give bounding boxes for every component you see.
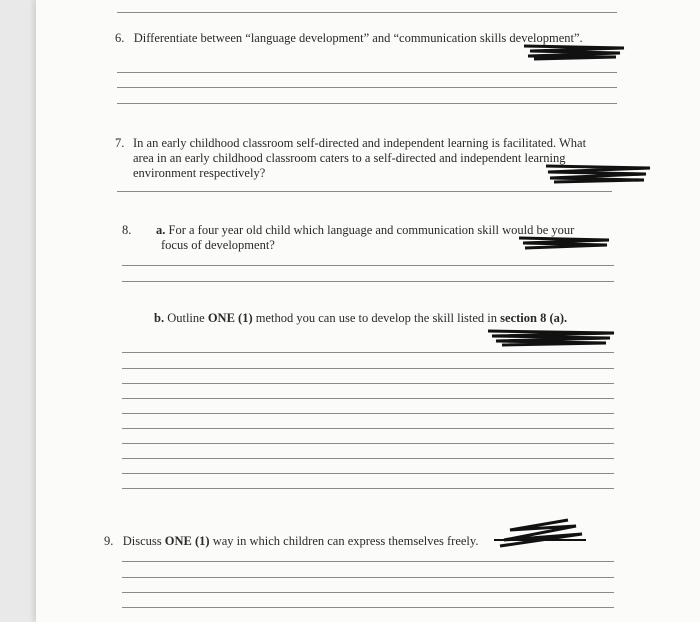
answer-line [122, 473, 614, 474]
answer-line [122, 488, 614, 489]
answer-line [122, 458, 614, 459]
part-label: a. [156, 223, 166, 237]
question-7-line-3: environment respectively? [133, 166, 266, 180]
answer-line [122, 352, 614, 353]
question-number: 6. [115, 31, 125, 45]
answer-line [122, 413, 614, 414]
question-8b [154, 311, 567, 326]
answer-line [122, 265, 614, 266]
answer-line [122, 368, 614, 369]
question-8-number: 8. [122, 223, 132, 237]
question-text: Differentiate between “language development” and “communication skills development”. [133, 31, 583, 45]
part-text-bold: ONE (1) [207, 311, 253, 325]
question-7-number: 7. [115, 136, 125, 150]
answer-line [122, 561, 614, 562]
part-label: b. [154, 311, 165, 325]
part-text-bold-ref: section 8 (a). [500, 311, 568, 325]
question-number: 9. [104, 534, 114, 548]
redaction-scribble [520, 40, 630, 62]
part-text: For a four year old child which language and communication skill would be your [168, 223, 575, 237]
question-8a-line-1 [156, 223, 574, 238]
question-text-pre: Discuss [122, 534, 165, 548]
redaction-scribble [490, 516, 590, 550]
answer-line [117, 87, 617, 88]
answer-line [122, 577, 614, 578]
answer-line [122, 592, 614, 593]
answer-line [122, 443, 614, 444]
part-text-pre: Outline [167, 311, 208, 325]
redaction-scribble [540, 160, 655, 186]
answer-line [122, 398, 614, 399]
question-8a-line-2: focus of development? [161, 238, 275, 252]
question-text-bold: ONE (1) [164, 534, 210, 548]
answer-line [122, 281, 614, 282]
question-9 [104, 534, 478, 549]
answer-line [122, 607, 614, 608]
part-text-mid: method you can use to develop the skill listed in [252, 311, 501, 325]
question-7-line-1: In an early childhood classroom self-directed and independent learning is facilitated. What [133, 136, 587, 150]
redaction-scribble [482, 325, 622, 349]
answer-line [117, 191, 612, 192]
answer-line [122, 383, 614, 384]
answer-line [117, 12, 617, 13]
question-7-line-2: area in an early childhood classroom caters to a self-directed and independent learning [133, 151, 566, 165]
question-6 [115, 31, 583, 46]
answer-line [117, 72, 617, 73]
redaction-scribble [515, 232, 615, 252]
answer-line [122, 428, 614, 429]
answer-line [117, 103, 617, 104]
question-text-post: way in which children can express themselves freely. [209, 534, 479, 548]
